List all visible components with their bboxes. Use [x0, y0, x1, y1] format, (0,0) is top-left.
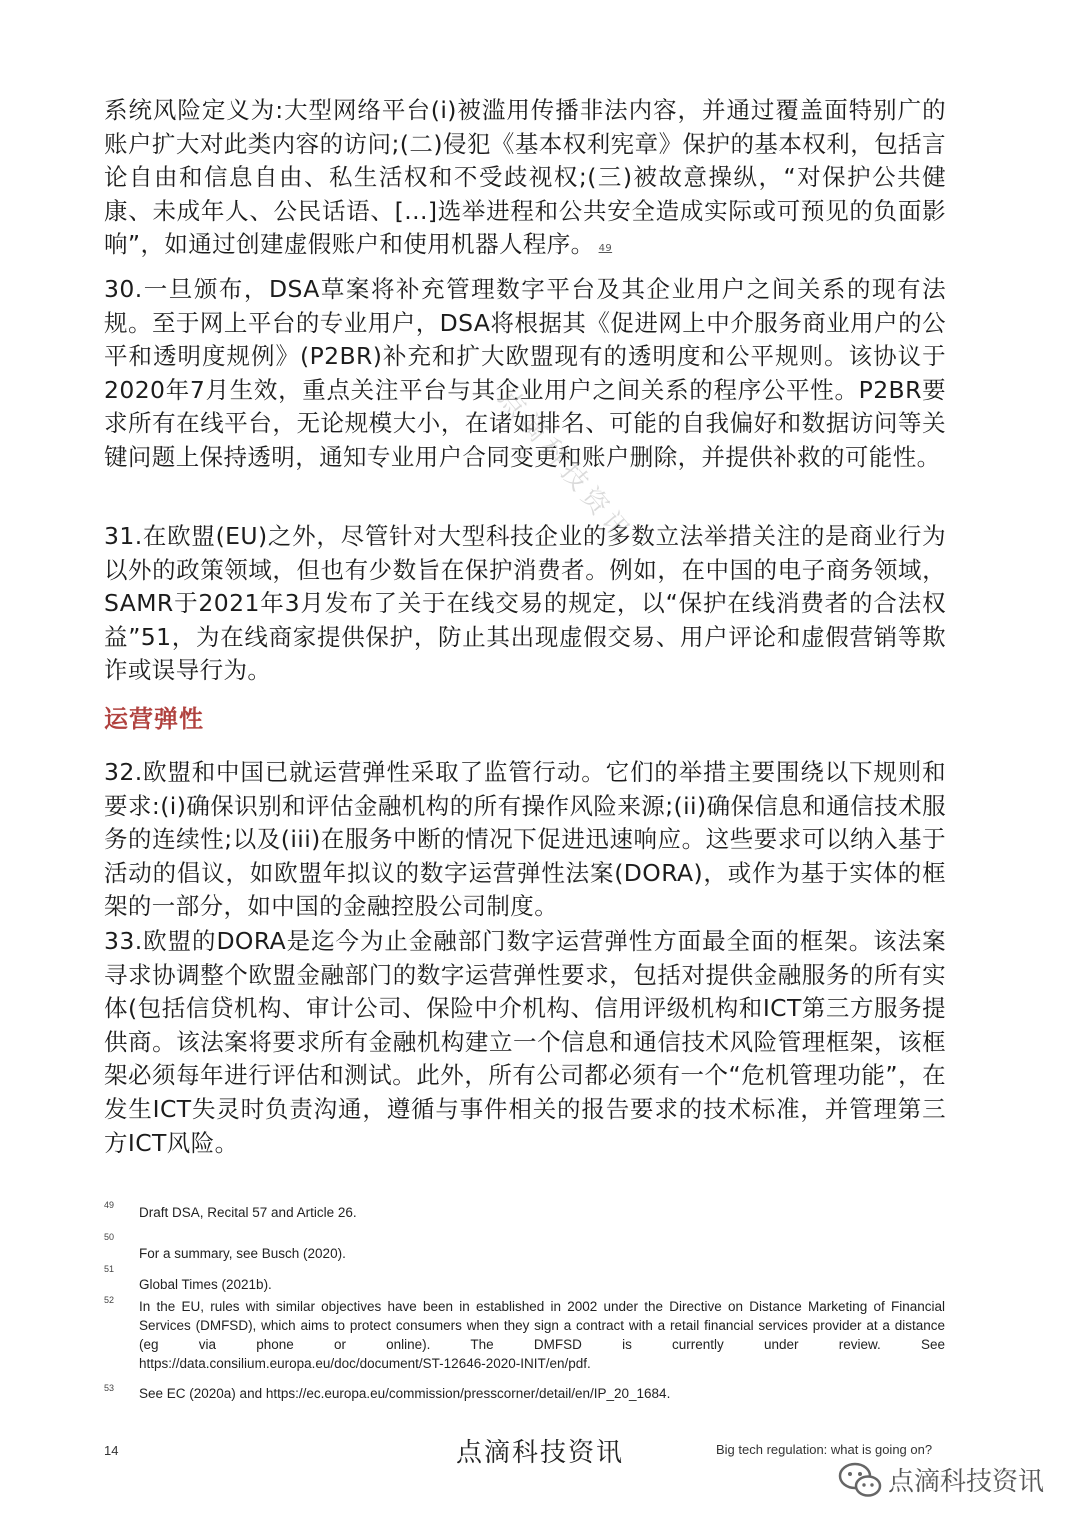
footnote-text: Draft DSA, Recital 57 and Article 26. — [139, 1205, 357, 1220]
footnote-number: 51 — [104, 1264, 115, 1274]
footnote-number: 50 — [104, 1232, 115, 1242]
footnote-number: 53 — [104, 1383, 115, 1393]
footnote-text: See EC (2020a) and https://ec.europa.eu/commission/presscorner/detail/en/IP_20_1684. — [139, 1386, 671, 1401]
footnote-number: 52 — [104, 1295, 115, 1305]
paragraph-32 — [104, 756, 946, 924]
footnote-link[interactable]: https://data.consilium.europa.eu/doc/document/ST-12646-2020-INIT/en/pdf. — [139, 1356, 591, 1371]
section-heading-operational-resilience: 运营弹性 — [104, 705, 204, 733]
footnote-number: 49 — [104, 1200, 115, 1210]
paragraph-text: 32.欧盟和中国已就运营弹性采取了监管行动。它们的举措主要围绕以下规则和要求:(i)确保识别和评估金融机构的所有操作风险来源;(ii)确保信息和通信技术服务的连续性;以及(iii)在服务中断的情况下促进迅速响应。这些要求可以纳入基于活动的倡议，如欧盟年拟议的数字运营弹性法案(DORA)，或作为基于实体的框架的一部分，如中国的金融控股公司制度。 — [104, 758, 946, 921]
paragraph-text: 系统风险定义为:大型网络平台(i)被滥用传播非法内容，并通过覆盖面特别广的账户扩大对此类内容的访问;(二)侵犯《基本权利宪章》保护的基本权利，包括言论自由和信息自由、私生活权和不受歧视权;(三)被故意操纵，“对保护公共健康、未成年人、公民话语、[...]选举进程和公共安全造成实际或可预见的负面影响”，如通过创建虚假账户和使用机器人程序。 — [104, 96, 946, 259]
paragraph-text: 33.欧盟的DORA是迄今为止金融部门数字运营弹性方面最全面的框架。该法案寻求协调整个欧盟金融部门的数字运营弹性要求，包括对提供金融服务的所有实体(包括信贷机构、审计公司、保险中介机构、信用评级机构和ICT第三方服务提供商。该法案将要求所有金融机构建立一个信息和通信技术风险管理框架，该框架必须每年进行评估和测试。此外，所有公司都必须有一个“危机管理功能”，在发生ICT失灵时负责沟通，遵循与事件相关的报告要求的技术标准，并管理第三方ICT风险。 — [104, 927, 946, 1157]
paragraph-text: 30.一旦颁布，DSA草案将补充管理数字平台及其企业用户之间关系的现有法规。至于网上平台的专业用户，DSA将根据其《促进网上中介服务商业用户的公平和透明度规例》(P2BR)补充和扩大欧盟现有的透明度和公平规则。该协议于2020年7月生效，重点关注平台与其企业用户之间关系的程序公平性。P2BR要求所有在线平台，无论规模大小，在诸如排名、可能的自我偏好和数据访问等关键问题上保持透明，通知专业用户合同变更和账户删除，并提供补救的可能性。 — [104, 275, 946, 471]
diagonal-watermark: 点滴科技资讯 — [492, 383, 639, 551]
paragraph-33 — [104, 925, 946, 1160]
wechat-watermark — [838, 1461, 1044, 1498]
footnote-text: Global Times (2021b). — [139, 1277, 272, 1292]
paragraph-text: 31.在欧盟(EU)之外，尽管针对大型科技企业的多数立法举措关注的是商业行为以外的政策领域，但也有少数旨在保护消费者。例如，在中国的电子商务领域，SAMR于2021年3月发布了关于在线交易的规定，以“保护在线消费者的合法权益”51，为在线商家提供保护，防止其出现虚假交易、用户评论和虚假营销等欺诈或误导行为。 — [104, 522, 946, 685]
footnote-text: In the EU, rules with similar objectives have been in established in 2002 under the Directive on Distance Marketing of Financial Services (DMFSD), which aims to protect consumers when they sign a contract with a retail financial services provider at a distance (eg via phone or online). The DMFSD is currently under review. See — [139, 1299, 945, 1352]
footer-brand: 点滴科技资讯 — [455, 1438, 624, 1468]
footnote-reference-49[interactable]: 49 — [598, 243, 613, 255]
page-number: 14 — [104, 1443, 119, 1458]
footnote-text: For a summary, see Busch (2020). — [139, 1246, 346, 1261]
wechat-icon — [838, 1462, 882, 1498]
paragraph-systemic-risk — [104, 94, 946, 266]
paragraph-31 — [104, 520, 946, 688]
watermark-text: 点滴科技资讯 — [888, 1467, 1045, 1497]
running-title: Big tech regulation: what is going on? — [716, 1442, 933, 1457]
